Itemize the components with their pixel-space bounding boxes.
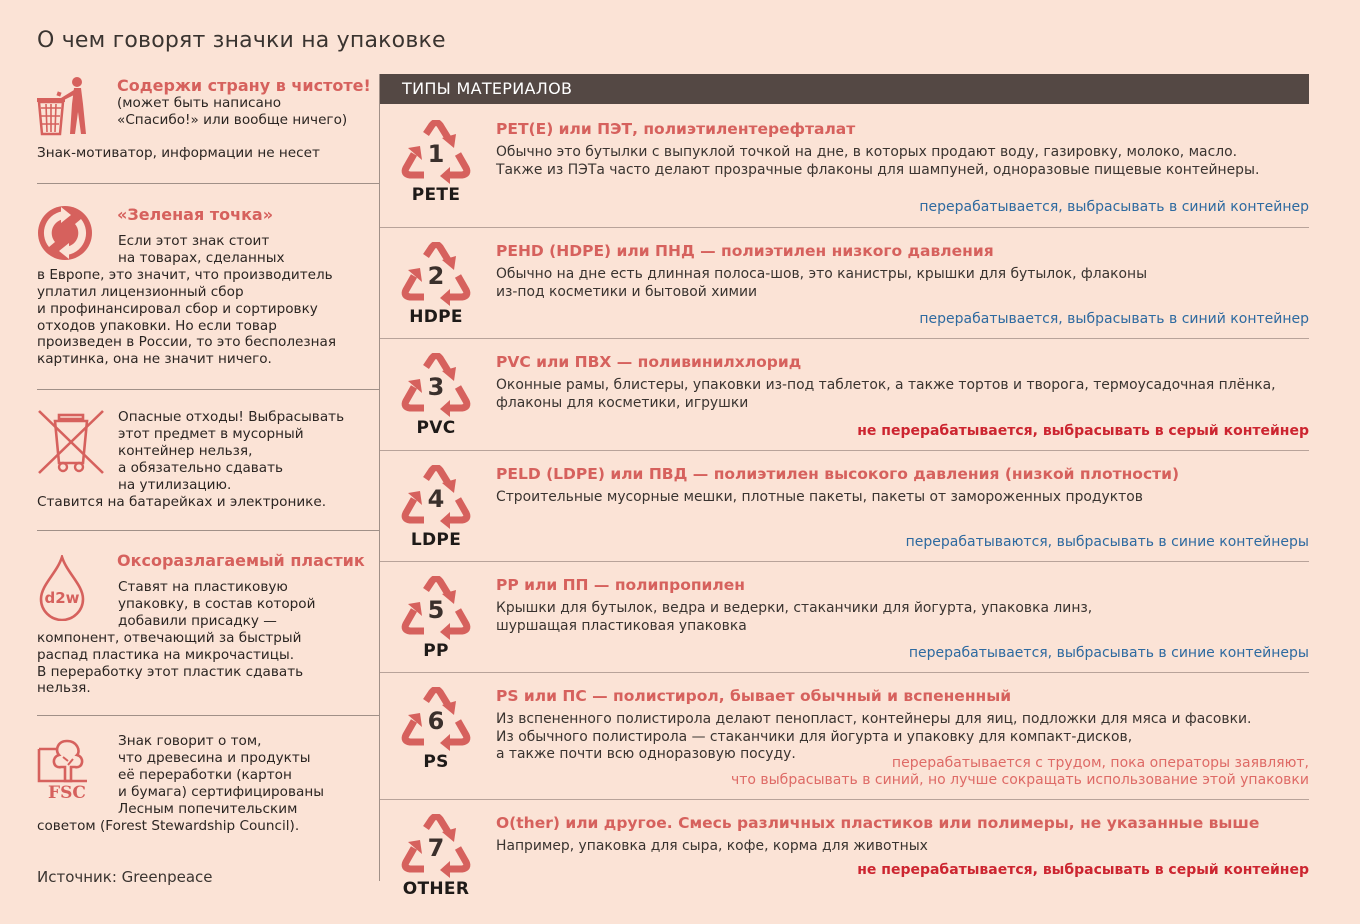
oxo-line: упаковку, в состав которой [118,595,316,612]
tidy-title: Содержи страну в чистоте! [117,76,371,95]
green-dot-line: в Европе, это значит, что производитель [37,266,333,283]
litter-bin-icon [37,76,93,136]
material-desc-line: Крышки для бутылок, ведра и ведерки, стаканчики для йогурта, упаковка линз, [496,600,1093,616]
fsc-tree-icon [37,737,97,805]
fsc-line: Знак говорит о том, [118,733,262,749]
material-title: PET(E) или ПЭТ, полиэтилентерефталат [496,120,856,138]
material-recycling-note: перерабатывается, выбрасывать в синие контейнеры [908,645,1309,661]
green-dot-icon [37,205,93,261]
material-code: PS [423,752,449,772]
material-desc-line: флаконы для косметики, игрушки [496,394,749,411]
page-title: О чем говорят значки на упаковке [37,28,446,53]
recycle-triangle-icon [400,687,472,749]
oxo-line: компонент, отвечающий за быстрый [37,629,302,646]
section-hazard [37,409,379,510]
material-code: LDPE [410,530,462,550]
tidy-line-1: (может быть написано [117,95,282,111]
oxo-title: Оксоразлагаемый пластик [117,551,365,570]
material-title: PP или ПП — полипропилен [496,576,745,594]
material-title: O(ther) или другое. Смесь различных пластиков или полимеры, не указанные выше [496,814,1260,832]
material-row [380,106,1309,227]
recycle-triangle-icon [400,576,472,638]
recycle-triangle-icon [400,242,472,304]
recycle-triangle-icon [400,465,472,527]
material-title: PS или ПС — полистирол, бывает обычный и вспененный [496,687,1012,705]
crossed-bin-icon [37,409,107,477]
material-title: PELD (LDPE) или ПВД — полиэтилен высокого давления (низкой плотности) [496,465,1180,483]
oxo-line: нельзя. [37,680,91,697]
material-code: PVC [416,418,456,438]
types-header: ТИПЫ МАТЕРИАЛОВ [380,74,1309,104]
recycle-triangle-icon [400,353,472,415]
material-row [380,451,1309,562]
left-divider [37,389,379,390]
section-oxo-plastic [37,551,379,697]
material-number: 7 [427,834,445,862]
hazard-line: этот предмет в мусорный [118,425,304,442]
d2w-label: d2w [44,589,80,607]
material-number: 3 [427,373,445,401]
green-dot-line: произведен в России, то это бесполезная [37,334,337,351]
material-desc-line: Из обычного полистирола — стаканчики для йогурта и упаковку для компакт-дисков, [496,728,1133,745]
hazard-line: Ставится на батарейках и электронике. [37,493,327,510]
fsc-label: FSC [48,783,86,803]
left-divider [37,183,379,184]
material-desc-line: Из вспененного полистирола делают пенопласт, контейнеры для яиц, подложки для мяса и фасовки. [496,711,1252,727]
material-number: 4 [427,485,445,513]
material-recycling-note: перерабатывается, выбрасывать в синий контейнер [919,311,1309,327]
oxo-line: распад пластика на микрочастицы. [37,646,295,663]
material-code: PETE [411,185,461,205]
material-recycling-note: не перерабатывается, выбрасывать в серый контейнер [857,423,1309,439]
d2w-drop-icon [37,555,87,621]
material-recycling-note: перерабатываются, выбрасывать в синие контейнеры [905,534,1309,550]
source-credit: Источник: Greenpeace [37,868,213,886]
material-desc-line: Например, упаковка для сыра, кофе, корма для животных [496,838,928,854]
material-number: 2 [427,262,445,290]
material-row [380,800,1309,899]
hazard-line: а обязательно сдавать [118,459,284,476]
recycle-triangle-icon [400,814,472,876]
section-fsc [37,733,379,834]
material-code: OTHER [402,879,470,899]
material-row [380,339,1309,451]
fsc-line: её переработки (картон [118,766,292,783]
oxo-line: добавили присадку — [118,612,277,629]
tidy-desc: Знак-мотиватор, информации не несет [37,144,320,161]
section-green-dot [37,205,379,368]
hazard-line: контейнер нельзя, [118,442,253,459]
material-desc-line: шуршащая пластиковая упаковка [496,617,747,634]
hazard-line: на утилизацию. [118,476,232,493]
material-recycling-note: что выбрасывать в синий, но лучше сокращать использование этой упаковки [730,772,1309,788]
green-dot-line: уплатил лицензионный сбор [37,283,244,300]
fsc-line: советом (Forest Stewardship Council). [37,817,300,834]
material-recycling-note: перерабатывается, выбрасывать в синий контейнер [919,199,1309,215]
material-number: 6 [427,707,445,735]
section-tidy [37,76,379,162]
material-row [380,673,1309,800]
material-recycling-note: не перерабатывается, выбрасывать в серый контейнер [857,862,1309,878]
fsc-line: и бумага) сертифицированы [118,783,324,800]
oxo-line: Ставят на пластиковую [118,579,288,595]
fsc-line: что древесина и продукты [118,749,311,766]
material-desc-line: а также почти всю одноразовую посуду. [496,746,796,762]
material-desc-line: Обычно на дне есть длинная полоса-шов, это канистры, крышки для бутылок, флаконы [496,266,1148,282]
material-desc-line: из-под косметики и бытовой химии [496,283,758,300]
material-desc-line: Оконные рамы, блистеры, упаковки из-под таблеток, а также тортов и творога, термоусадочная плёнка, [496,377,1276,393]
material-code: PP [423,641,449,661]
material-recycling-note: перерабатывается с трудом, пока операторы заявляют, [891,754,1309,771]
left-divider [37,715,379,716]
fsc-line: Лесным попечительским [118,800,298,817]
recycle-triangle-icon [400,120,472,182]
material-number: 5 [427,596,445,624]
material-row [380,562,1309,673]
green-dot-title: «Зеленая точка» [117,205,274,224]
material-desc-line: Строительные мусорные мешки, плотные пакеты, пакеты от замороженных продуктов [496,489,1143,505]
oxo-line: В переработку этот пластик сдавать [37,663,304,680]
green-dot-line: и профинансировал сбор и сортировку [37,300,318,317]
material-row [380,228,1309,339]
left-divider [37,530,379,531]
material-title: PEHD (HDPE) или ПНД — полиэтилен низкого давления [496,242,994,260]
material-desc-line: Обычно это бутылки с выпуклой точкой на дне, в которых продают воду, газировку, молоко, масло. [496,144,1237,160]
material-desc-line: Также из ПЭТа часто делают прозрачные флаконы для шампуней, одноразовые пищевые контейнеры. [496,161,1260,178]
hazard-line: Опасные отходы! Выбрасывать [118,409,345,425]
green-dot-line: на товарах, сделанных [118,249,285,266]
green-dot-line: картинка, она не значит ничего. [37,351,272,368]
material-number: 1 [427,140,445,168]
green-dot-line: Если этот знак стоит [118,233,270,249]
material-title: PVC или ПВХ — поливинилхлорид [496,353,802,371]
green-dot-line: отходов упаковки. Но если товар [37,317,277,334]
material-code: HDPE [409,307,463,327]
tidy-line-2: «Спасибо!» или вообще ничего) [117,111,348,128]
